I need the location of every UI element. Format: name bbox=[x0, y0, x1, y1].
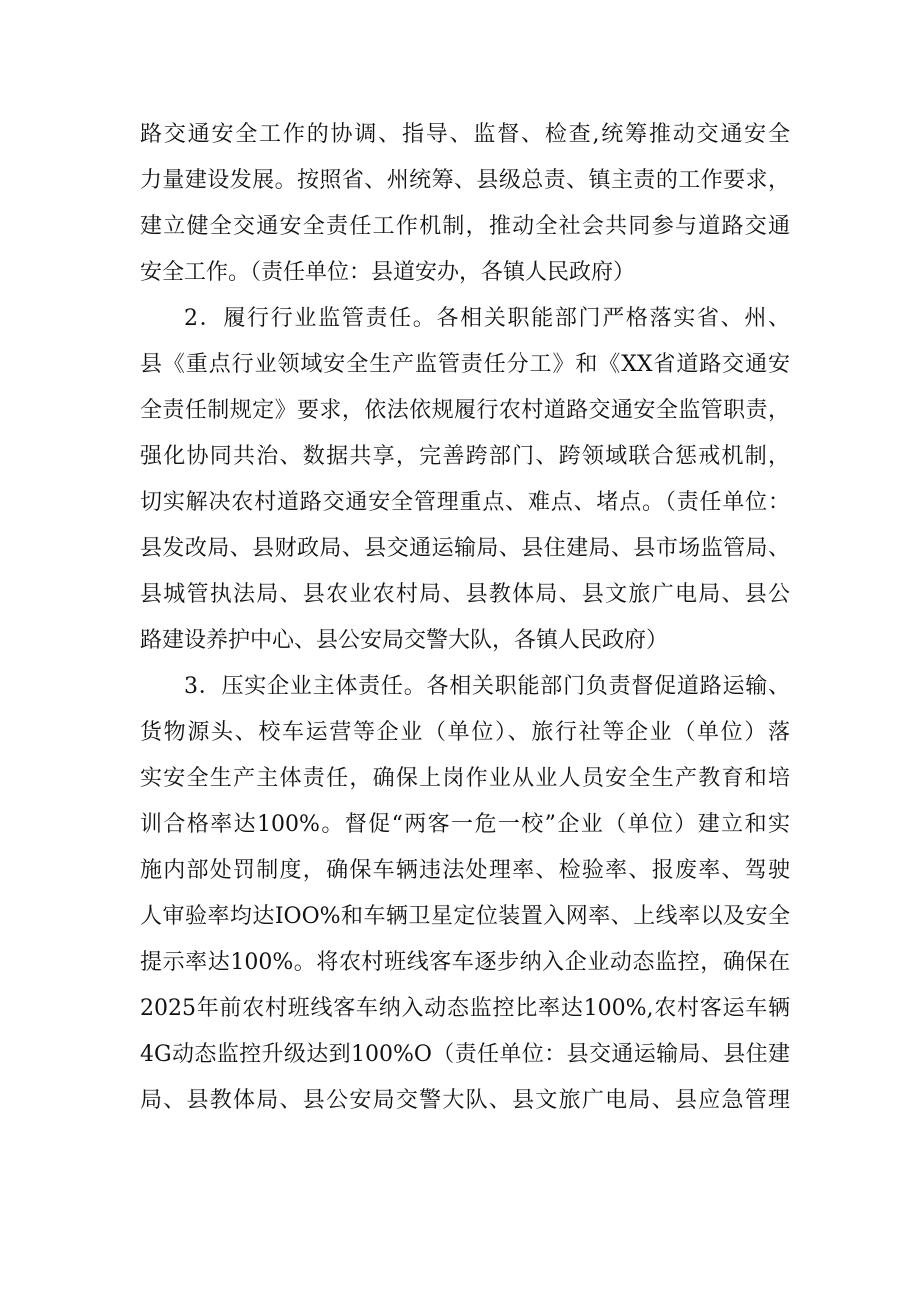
text-line: 路建设养护中心、县公安局交警大队，各镇人民政府） bbox=[140, 628, 669, 653]
text-line: 县《重点行业领域安全生产监管责任分工》和《XX省道路交通安 bbox=[140, 352, 790, 377]
text-line: 切实解决农村道路交通安全管理重点、难点、堵点。（责任单位： bbox=[140, 490, 790, 515]
text-line: 提示率达100%。将农村班线客车逐步纳入企业动态监控，确保在 bbox=[140, 950, 790, 975]
text-line: 4G动态监控升级达到100%O（责任单位：县交通运输局、县住建 bbox=[140, 1042, 790, 1067]
text-line: 货物源头、校车运营等企业（单位）、旅行社等企业（单位）落 bbox=[140, 720, 790, 745]
text-line: 2025年前农村班线客车纳入动态监控比率达100%,农村客运车辆 bbox=[140, 996, 790, 1021]
text-line: 训合格率达100%。督促“两客一危一校”企业（单位）建立和实 bbox=[140, 812, 790, 837]
text-line: 县城管执法局、县农业农村局、县教体局、县文旅广电局、县公 bbox=[140, 582, 790, 607]
text-line: 路交通安全工作的协调、指导、监督、检查,统筹推动交通安全 bbox=[140, 122, 790, 147]
text-line: 安全工作。（责任单位：县道安办，各镇人民政府） bbox=[140, 260, 636, 285]
text-line: 县发改局、县财政局、县交通运输局、县住建局、县市场监管局、 bbox=[140, 536, 790, 561]
text-line: 全责任制规定》要求，依法依规履行农村道路交通安全监管职责， bbox=[140, 398, 790, 423]
text-line: 力量建设发展。按照省、州统筹、县级总责、镇主责的工作要求， bbox=[140, 168, 790, 193]
text-line: 建立健全交通安全责任工作机制，推动全社会共同参与道路交通 bbox=[140, 214, 790, 239]
text-line: 施内部处罚制度，确保车辆违法处理率、检验率、报废率、驾驶 bbox=[140, 858, 790, 883]
text-line: 人审验率均达IOO%和车辆卫星定位装置入网率、上线率以及安全 bbox=[140, 904, 790, 929]
text-line: 局、县教体局、县公安局交警大队、县文旅广电局、县应急管理 bbox=[140, 1088, 790, 1113]
text-line: 实安全生产主体责任，确保上岗作业从业人员安全生产教育和培 bbox=[140, 766, 790, 791]
text-line: 强化协同共治、数据共享，完善跨部门、跨领域联合惩戒机制， bbox=[140, 444, 790, 469]
paragraph-start-line: 2．履行行业监管责任。各相关职能部门严格落实省、州、 bbox=[184, 306, 790, 331]
paragraph-start-line: 3．压实企业主体责任。各相关职能部门负责督促道路运输、 bbox=[184, 674, 790, 699]
body-text bbox=[140, 112, 790, 1124]
